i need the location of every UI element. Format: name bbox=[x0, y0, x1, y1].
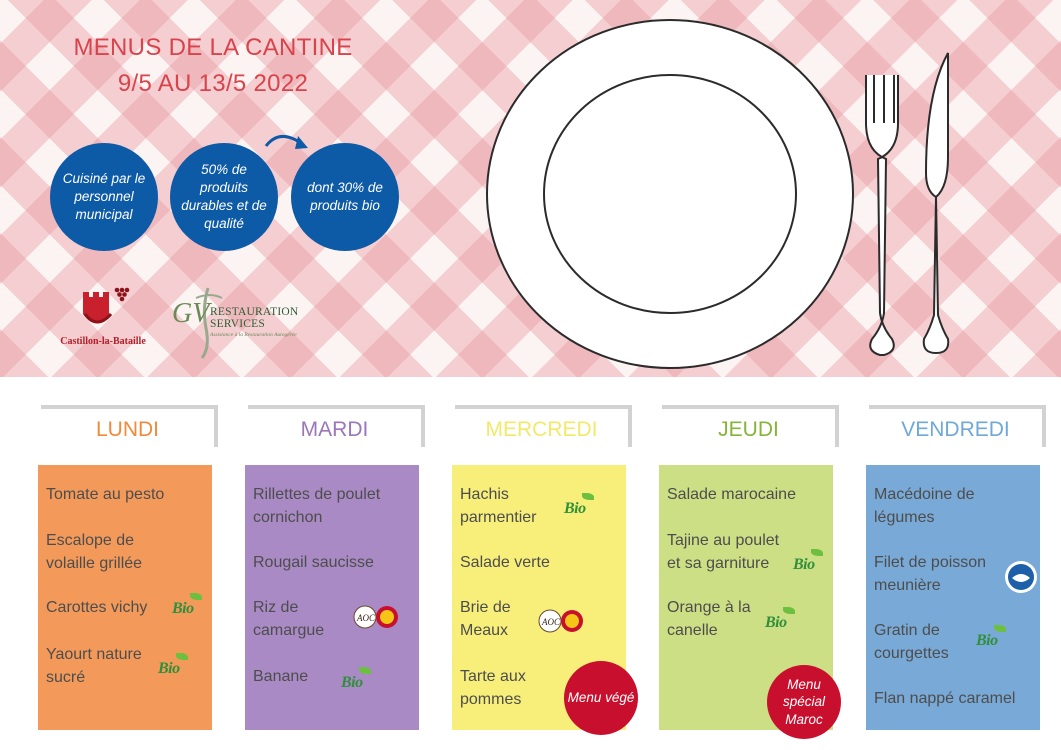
menu-item: Tajine au poulet et sa garniture bbox=[667, 532, 780, 573]
bio-label-icon: Bio bbox=[172, 597, 194, 620]
caterer-logo bbox=[170, 280, 310, 360]
bio-label-icon: Bio bbox=[341, 671, 363, 694]
day-label: MERCREDI bbox=[485, 418, 598, 441]
caterer-monogram: GV bbox=[172, 298, 210, 329]
castle-icon bbox=[73, 282, 133, 334]
menu-card-lundi bbox=[38, 465, 212, 730]
day-label: VENDREDI bbox=[901, 418, 1010, 441]
menu-item: Orange à la canelle bbox=[667, 599, 751, 640]
info-bubble-organic: dont 30% de produits bio bbox=[291, 143, 399, 251]
caterer-name-line1: RESTAURATION bbox=[210, 306, 299, 318]
tab-lundi bbox=[41, 405, 218, 447]
caterer-tagline: Assistance à la Restauration Autogérée bbox=[210, 332, 297, 338]
day-label: JEUDI bbox=[718, 418, 779, 441]
day-label: MARDI bbox=[300, 418, 369, 441]
tab-mercredi bbox=[455, 405, 632, 447]
plate-illustration bbox=[480, 14, 860, 374]
caterer-name-line2: SERVICES bbox=[210, 318, 265, 330]
info-bubble-sustainable: 50% de produits durables et de qualité bbox=[170, 143, 278, 251]
tab-jeudi bbox=[662, 405, 839, 447]
menu-item: Rougail saucisse bbox=[253, 554, 374, 571]
menu-item: Filet de poisson meunière bbox=[874, 554, 987, 595]
menu-item: Macédoine de légumes bbox=[874, 486, 975, 527]
day-label: LUNDI bbox=[95, 418, 159, 441]
bio-label-icon: Bio bbox=[765, 611, 787, 634]
menu-item: Tomate au pesto bbox=[46, 486, 165, 503]
info-bubble-cooked: Cuisiné par le personnel municipal bbox=[50, 143, 158, 251]
moroccan-menu-badge: Menu spécial Maroc bbox=[767, 665, 841, 739]
menu-item: Carottes vichy bbox=[46, 599, 148, 616]
menu-item: Salade verte bbox=[460, 554, 550, 571]
menu-item: Escalope de volaille grillée bbox=[46, 532, 143, 573]
menu-card-jeudi bbox=[659, 465, 833, 730]
menu-card-mardi bbox=[245, 465, 419, 730]
svg-text:AOC: AOC bbox=[357, 613, 375, 623]
menu-item: Hachis parmentier bbox=[460, 486, 537, 527]
curved-arrow-icon bbox=[262, 130, 312, 160]
menu-item: Tarte aux pommes bbox=[460, 668, 526, 709]
menu-item: Riz de camargue bbox=[253, 599, 325, 640]
menu-card-mercredi bbox=[452, 465, 635, 730]
cutlery-icon bbox=[860, 45, 970, 360]
bio-label-icon: Bio bbox=[976, 629, 998, 652]
page-title: MENUS DE LA CANTINE bbox=[73, 34, 353, 61]
menu-item: Rillettes de poulet cornichon bbox=[253, 486, 381, 527]
sustainable-fishing-label-icon bbox=[1004, 560, 1038, 594]
menu-item: Salade marocaine bbox=[667, 486, 796, 503]
bio-label-icon: Bio bbox=[793, 553, 815, 576]
bio-label-icon: Bio bbox=[158, 657, 180, 680]
svg-text:AOC: AOC bbox=[542, 617, 560, 627]
menu-item: Banane bbox=[253, 668, 309, 685]
menu-item: Brie de Meaux bbox=[460, 599, 511, 640]
aoc-label-icon bbox=[538, 609, 584, 633]
aoc-label-icon bbox=[353, 605, 399, 629]
date-range: 9/5 AU 13/5 2022 bbox=[117, 70, 309, 97]
tab-mardi bbox=[248, 405, 425, 447]
menu-item: Yaourt nature sucré bbox=[46, 646, 142, 687]
town-logo bbox=[58, 282, 148, 347]
menu-card-vendredi bbox=[866, 465, 1040, 730]
vegetarian-menu-badge: Menu végé bbox=[564, 661, 638, 735]
tab-vendredi bbox=[869, 405, 1046, 447]
bio-label-icon: Bio bbox=[564, 497, 586, 520]
town-name: Castillon-la-Bataille bbox=[60, 336, 146, 347]
menu-item: Gratin de courgettes bbox=[874, 622, 949, 663]
menu-item: Flan nappé caramel bbox=[874, 690, 1016, 707]
